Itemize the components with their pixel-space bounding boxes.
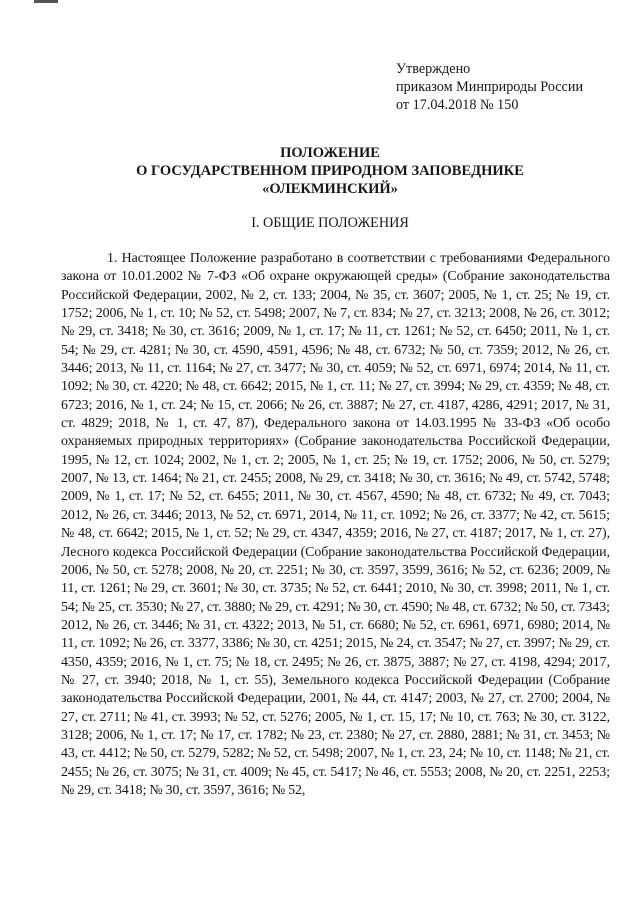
scan-edge-mark (34, 0, 58, 3)
section-heading: I. ОБЩИЕ ПОЛОЖЕНИЯ (251, 215, 409, 231)
approval-line-approved: Утверждено (396, 61, 471, 77)
document-title (60, 144, 600, 198)
title-line-1: ПОЛОЖЕНИЕ (280, 145, 380, 161)
title-line-3: «ОЛЕКМИНСКИЙ» (262, 181, 398, 197)
approval-stamp (396, 60, 583, 114)
paragraph-1: 1. Настоящее Положение разработано в соответствии с требованиями Федерального закона от 10.01.2002 № 7-ФЗ «Об охране окружающей среды» (Собрание законодательства Российской Федерации, 2002, № 2, ст. 133; 2004, № 35, ст. 3607; 2005, № 1, ст. 25; № 19, ст. 1752; 2006, № 1, ст. 10; № 52, ст. 5498; 2007, № 7, ст. 834; № 27, ст. 3213; 2008, № 26, ст. 3012; № 29, ст. 3418; № 30, ст. 3616; 2009, № 1, ст. 17; № 11, ст. 1261; № 52, ст. 6450; 2011, № 1, ст. 54; № 29, ст. 4281; № 30, ст. 4590, 4591, 4596; № 48, ст. 6732; № 50, ст. 7359; 2012, № 26, ст. 3446; 2013, № 11, ст. 1164; № 27, ст. 3477; № 30, ст. 4059; № 52, ст. 6971, 6974; 2014, № 11, ст. 1092; № 30, ст. 4220; № 48, ст. 6642; 2015, № 1, ст. 11; № 27, ст. 3994; № 29, ст. 4359; № 48, ст. 6723; 2016, № 1, ст. 24; № 15, ст. 2066; № 26, ст. 3887; № 27, ст. 4187, 4286, 4291; 2017, № 31, ст. 4829; 2018, № 1, ст. 47, 87), Федерального закона от 14.03.1995 № 33-ФЗ «Об особо охраняемых природных территориях» (Собрание законодательства Российской Федерации, 1995, № 12, ст. 1024; 2002, № 1, ст. 2; 2005, № 1, ст. 25; № 19, ст. 1752; 2006, № 50, ст. 5279; 2007, № 13, ст. 1464; № 21, ст. 2455; 2008, № 29, ст. 3418; № 30, ст. 3616; № 49, ст. 5742, 5748; 2009, № 1, ст. 17; № 52, ст. 6455; 2011, № 30, ст. 4567, 4590; № 48, ст. 6732; № 49, ст. 7043; 2012, № 26, ст. 3446; 2013, № 52, ст. 6971, 2014, № 11, ст. 1092; № 26, ст. 3377; № 42, ст. 5615; № 48, ст. 6642; 2015, № 1, ст. 52; № 29, ст. 4347, 4359; 2016, № 27, ст. 4187; 2017, № 1, ст. 27), Лесного кодекса Российской Федерации (Собрание законодательства Российской Федерации, 2006, № 50, ст. 5278; 2008, № 20, ст. 2251; № 30, ст. 3597, 3599, 3616; № 52, ст. 6236; 2009, № 11, ст. 1261; № 29, ст. 3601; № 30, ст. 3735; № 52, ст. 6441; 2010, № 30, ст. 3998; 2011, № 1, ст. 54; № 25, ст. 3530; № 27, ст. 3880; № 29, ст. 4291; № 30, ст. 4590; № 48, ст. 6732; № 50, ст. 7343; 2012, № 26, ст. 3446; № 31, ст. 4322; 2013, № 51, ст. 6680; № 52, ст. 6961, 6971, 6980; 2014, № 11, ст. 1092; № 26, ст. 3377, 3386; № 30, ст. 4251; 2015, № 24, ст. 3547; № 27, ст. 3997; № 29, ст. 4350, 4359; 2016, № 1, ст. 75; № 18, ст. 2495; № 26, ст. 3875, 3887; № 27, ст. 4198, 4294; 2017, № 27, ст. 3940; 2018, № 1, ст. 55), Земельного кодекса Российской Федерации (Собрание законодательства Российской Федерации, 2001, № 44, ст. 4147; 2003, № 27, ст. 2700; 2004, № 27, ст. 2711; № 41, ст. 3993; № 52, ст. 5276; 2005, № 1, ст. 15, 17; № 10, ст. 763; № 30, ст. 3122, 3128; 2006, № 1, ст. 17; № 17, ст. 1782; № 23, ст. 2380; № 27, ст. 2880, 2881; № 31, ст. 3453; № 43, ст. 4412; № 50, ст. 5279, 5282; № 52, ст. 5498; 2007, № 1, ст. 23, 24; № 10, ст. 1148; № 21, ст. 2455; № 26, ст. 3075; № 31, ст. 4009; № 45, ст. 5417; № 46, ст. 5553; 2008, № 20, ст. 2251, 2253; № 29, ст. 3418; № 30, ст. 3597, 3616; № 52, (61, 251, 610, 798)
approval-line-date: от 17.04.2018 № 150 (396, 97, 519, 113)
title-line-2: О ГОСУДАРСТВЕННОМ ПРИРОДНОМ ЗАПОВЕДНИКЕ (136, 163, 524, 179)
approval-line-order: приказом Минприроды России (396, 79, 584, 95)
